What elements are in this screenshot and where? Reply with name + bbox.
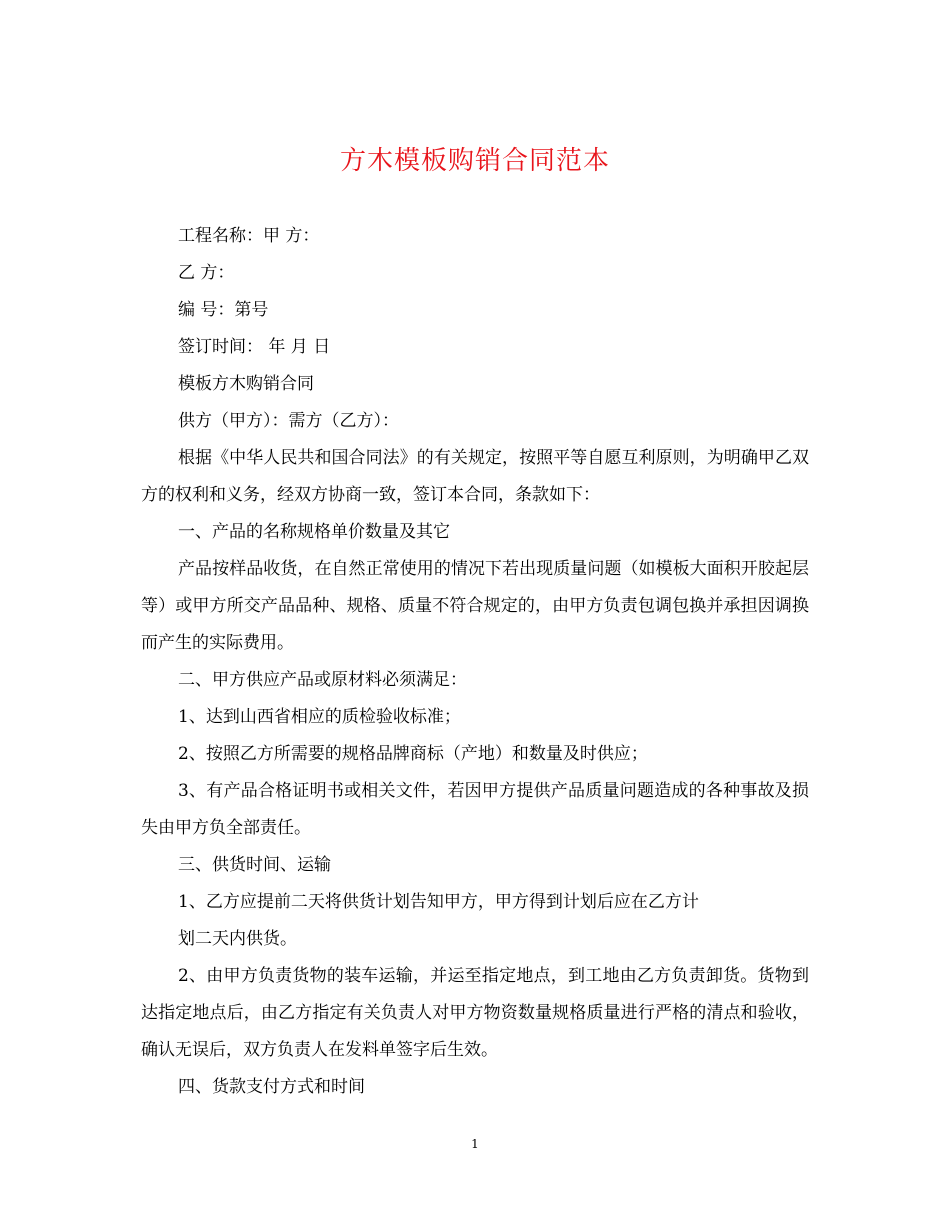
paragraph-contract-name: 模板方木购销合同 (178, 374, 314, 394)
paragraph-preamble: 根据《中华人民共和国合同法》的有关规定，按照平等自愿互利原则，为明确甲乙双方的权利和义务，经双方协商一致，签订本合同，条款如下： (141, 448, 809, 505)
section-heading-2: 二、甲方供应产品或原材料必须满足： (178, 670, 467, 690)
list-item: 2、按照乙方所需要的规格品牌商标（产地）和数量及时供应； (178, 744, 648, 764)
list-item: 2、由甲方负责货物的装车运输，并运至指定地点，到工地由乙方负责卸货。货物到达指定地点后，由乙方指定有关负责人对甲方物资数量规格质量进行严格的清点和验收，确认无误后，双方负责人在发料单签字后生效。 (141, 966, 809, 1060)
section-heading-4: 四、货款支付方式和时间 (178, 1077, 365, 1097)
document-body (141, 218, 809, 1106)
paragraph-party-b: 乙 方： (178, 263, 235, 283)
list-item: 1、乙方应提前二天将供货计划告知甲方，甲方得到计划后应在乙方计 (178, 892, 699, 912)
list-item: 1、达到山西省相应的质检验收标准； (178, 707, 461, 727)
list-item-continuation: 划二天内供货。 (178, 929, 297, 949)
list-item: 3、有产品合格证明书或相关文件，若因甲方提供产品质量问题造成的各种事故及损失由甲方负全部责任。 (141, 781, 809, 838)
page-number: 1 (471, 1137, 479, 1151)
paragraph-supplier-buyer: 供方（甲方）：需方（乙方）： (178, 411, 399, 431)
paragraph-quality: 产品按样品收货，在自然正常使用的情况下若出现质量问题（如模板大面积开胶起层等）或甲方所交产品品种、规格、质量不符合规定的，由甲方负责包调包换并承担因调换而产生的实际费用。 (141, 559, 809, 653)
paragraph-project-name: 工程名称：甲 方： (178, 226, 320, 246)
section-heading-3: 三、供货时间、运输 (178, 855, 331, 875)
paragraph-number: 编 号：第号 (178, 300, 269, 320)
paragraph-sign-date: 签订时间： 年 月 日 (178, 337, 331, 357)
section-heading-1: 一、产品的名称规格单价数量及其它 (178, 522, 450, 542)
document-title: 方木模板购销合同范本 (339, 146, 610, 176)
